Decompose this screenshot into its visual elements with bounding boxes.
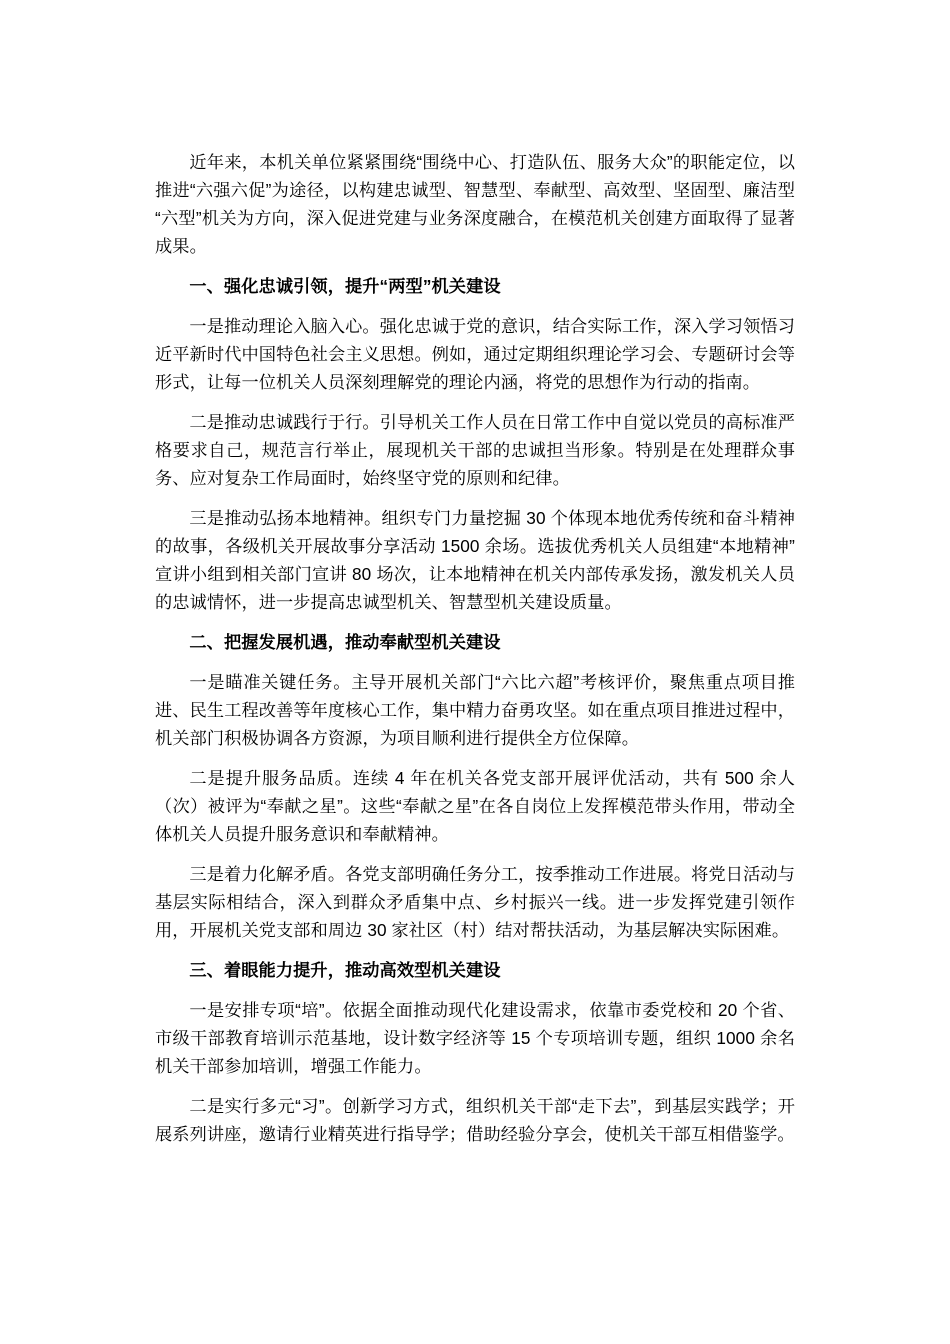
section-two-item-two: 二是提升服务品质。连续 4 年在机关各党支部开展评优活动，共有 500 余人（次）被评为“奉献之星”。这些“奉献之星”在各自岗位上发挥模范带头作用，带动全体机关人员提升服务意识和奉献精神。 [155,768,795,844]
section-two-item-three: 三是着力化解矛盾。各党支部明确任务分工，按季推动工作进展。将党日活动与基层实际相结合，深入到群众矛盾集中点、乡村振兴一线。进一步发挥党建引领作用，开展机关党支部和周边 30 家社区（村）结对帮扶活动，为基层解决实际困难。 [155,864,795,940]
section-heading-one: 一、强化忠诚引领，提升“两型”机关建设 [189,276,501,296]
section-two-item-one: 一是瞄准关键任务。主导开展机关部门“六比六超”考核评价，聚焦重点项目推进、民生工程改善等年度核心工作，集中精力奋勇攻坚。如在重点项目推进过程中，机关部门积极协调各方资源，为项目顺利进行提供全方位保障。 [155,672,795,748]
document-body [155,148,795,1148]
section-three-item-two: 二是实行多元“习”。创新学习方式，组织机关干部“走下去”，到基层实践学；开展系列讲座，邀请行业精英进行指导学；借助经验分享会，使机关干部互相借鉴学。 [155,1096,795,1144]
section-one-item-two: 二是推动忠诚践行于行。引导机关工作人员在日常工作中自觉以党员的高标准严格要求自己，规范言行举止，展现机关干部的忠诚担当形象。特别是在处理群众事务、应对复杂工作局面时，始终坚守党的原则和纪律。 [155,412,795,488]
section-heading-three: 三、着眼能力提升，推动高效型机关建设 [189,960,501,980]
section-heading-two: 二、把握发展机遇，推动奉献型机关建设 [189,632,501,652]
section-one-item-three: 三是推动弘扬本地精神。组织专门力量挖掘 30 个体现本地优秀传统和奋斗精神的故事，各级机关开展故事分享活动 1500 余场。选拔优秀机关人员组建“本地精神”宣讲小组到相关部门宣讲 80 场次，让本地精神在机关内部传承发扬，激发机关人员的忠诚情怀，进一步提高忠诚型机关、智慧型机关建设质量。 [155,508,795,612]
section-three-item-one: 一是安排专项“培”。依据全面推动现代化建设需求，依靠市委党校和 20 个省、市级干部教育培训示范基地，设计数字经济等 15 个专项培训专题，组织 1000 余名机关干部参加培训，增强工作能力。 [155,1000,795,1076]
section-one-item-one: 一是推动理论入脑入心。强化忠诚于党的意识，结合实际工作，深入学习领悟习近平新时代中国特色社会主义思想。例如，通过定期组织理论学习会、专题研讨会等形式，让每一位机关人员深刻理解党的理论内涵，将党的思想作为行动的指南。 [155,316,795,392]
intro-paragraph: 近年来，本机关单位紧紧围绕“围绕中心、打造队伍、服务大众”的职能定位，以推进“六强六促”为途径，以构建忠诚型、智慧型、奉献型、高效型、坚固型、廉洁型“六型”机关为方向，深入促进党建与业务深度融合，在模范机关创建方面取得了显著成果。 [155,152,795,256]
